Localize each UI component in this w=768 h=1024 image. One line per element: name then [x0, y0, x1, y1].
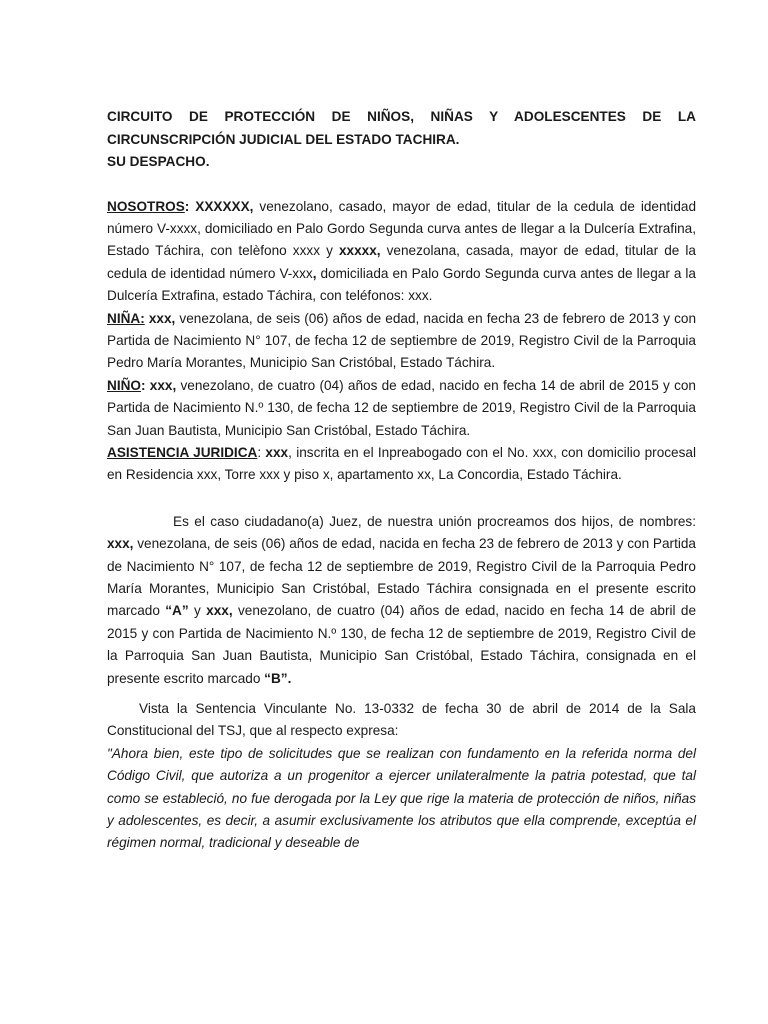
paragraph-vista: Vista la Sentencia Vinculante No. 13-0332 de fecha 30 de abril de 2014 de la Sala Constitucional del TSJ, que al respecto expresa:	[107, 701, 696, 739]
paragraph-caso: Es el caso ciudadano(a) Juez, de nuestra unión procreamos dos hijos, de nombres: xxx, venezolana, de seis (06) años de edad, nacida en fecha 23 de febrero de 2013 y con Partida de Nacimiento N° 107, de fecha 12 de septiembre de 2019, Registro Civil de la Parroquia Pedro María Morantes, Municipio San Cristóbal, Estado Táchira consignada en el presente escrito marcado “A” y xxx, venezolano, de cuatro (04) años de edad, nacido en fecha 14 de abril de 2015 y con Partida de Nacimiento N.º 130, de fecha 12 de septiembre de 2019, Registro Civil de la Parroquia San Juan Bautista, Municipio San Cristóbal, Estado Táchira, consignada en el presente escrito marcado “B”.	[107, 513, 697, 686]
mark-b: “B”.	[264, 670, 292, 686]
paragraph-nino: NIÑO: xxx, venezolano, de cuatro (04) años de edad, nacido en fecha 14 de abril de 2015 y con Partida de Nacimiento N.º 130, de fecha 12 de septiembre de 2019, Registro Civil de la Parroquia San Juan Bautista, Municipio San Cristóbal, Estado Táchira.	[107, 377, 696, 438]
name-nino: xxx,	[145, 377, 177, 393]
heading-su-despacho: SU DESPACHO.	[107, 154, 210, 169]
name-nina: xxx,	[144, 310, 176, 326]
label-asistencia-juridica: ASISTENCIA JURIDICA	[107, 444, 258, 460]
mark-a: “A”	[165, 603, 189, 619]
quote-sentencia: "Ahora bien, este tipo de solicitudes que se realizan con fundamento en la referida norma del Código Civil, que autoriza a un progenitor a ejercer unilateralmente la patria potestad, que tal como se estableció, no fue derogada por la Ley que rige la materia de protección de niños, niñas y adolescentes, es decir, a asumir exclusivamente los atributos que ella comprende, exceptúa el régimen normal, tradicional y deseable de	[107, 745, 696, 851]
label-nosotros: NOSOTROS	[107, 198, 185, 214]
paragraph-asistencia: ASISTENCIA JURIDICA: xxx, inscrita en el Inpreabogado con el No. xxx, con domicilio procesal en Residencia xxx, Torre xxx y piso x, apartamento xx, La Concordia, Estado Táchira.	[107, 444, 696, 483]
paragraph-nosotros: NOSOTROS: XXXXXX, venezolano, casado, mayor de edad, titular de la cedula de identidad número V-xxxx, domiciliado en Palo Gordo Segunda curva antes de llegar a la Dulcería Extrafina, Estado Táchira, con telèfono xxxx y xxxxx, venezolana, casada, mayor de edad, titular de la cedula de identidad número V-xxx, domiciliada en Palo Gordo Segunda curva antes de llegar a la Dulcería Extrafina, estado Táchira, con teléfonos: xxx.	[107, 198, 697, 304]
document-heading	[107, 106, 696, 174]
document-body	[107, 106, 696, 855]
name-parent-1: XXXXXX,	[195, 198, 254, 214]
paragraph-nina: NIÑA: xxx, venezolana, de seis (06) años de edad, nacida en fecha 23 de febrero de 2013 y con Partida de Nacimiento N° 107, de fecha 12 de septiembre de 2019, Registro Civil de la Parroquia Pedro María Morantes, Municipio San Cristóbal, Estado Táchira.	[107, 310, 697, 371]
heading-addressee: CIRCUITO DE PROTECCIÓN DE NIÑOS, NIÑAS Y ADOLESCENTES DE LA CIRCUNSCRIPCIÓN JUDICIAL DEL ESTADO TACHIRA.	[107, 109, 696, 147]
name-abogado: xxx	[261, 444, 289, 460]
label-nina: NIÑA:	[107, 310, 145, 326]
label-nino: NIÑO	[107, 377, 141, 393]
name-parent-2: xxxxx,	[338, 243, 381, 259]
